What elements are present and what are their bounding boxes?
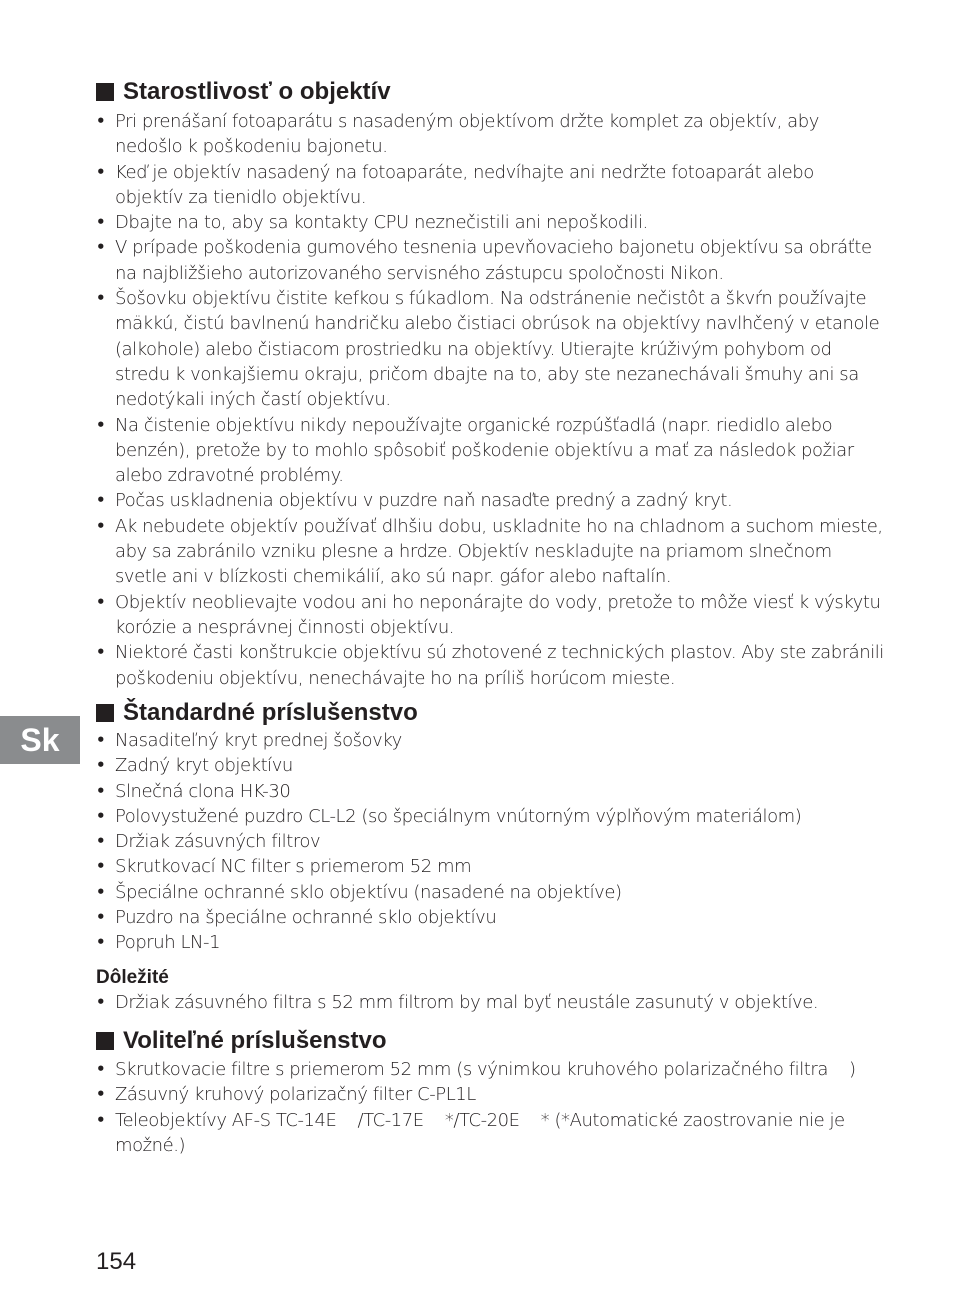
list-item: • Popruh LN-1 xyxy=(96,930,886,955)
bullet-icon: • xyxy=(96,908,106,927)
list-item: • Zadný kryt objektívu xyxy=(96,753,886,778)
square-bullet-icon xyxy=(96,704,114,722)
list-item: • Pri prenášaní fotoaparátu s nasadeným objektívom držte komplet za objektív, aby nedošlo k poškodeniu bajonetu. xyxy=(96,111,819,158)
bullet-icon: • xyxy=(96,756,106,775)
bullet-icon: • xyxy=(96,882,106,901)
care-heading xyxy=(96,78,886,106)
list-item: • Držiak zásuvného filtra s 52 mm filtrom by mal byť neustále zasunutý v objektíve. xyxy=(96,990,886,1015)
optional-section xyxy=(96,1027,886,1158)
bullet-icon: • xyxy=(96,781,106,800)
list-item: • Ak nebudete objektív používať dlhšiu dobu, uskladnite ho na chladnom a suchom mieste, aby sa zabránilo vzniku plesne a hrdze. Objektív neskladujte na priamom slnečnom svetle ani v blízkosti chemikálií, ako sú napr. gáfor alebo naftalín. xyxy=(96,515,883,588)
bullet-icon: • xyxy=(96,516,106,535)
bullet-icon: • xyxy=(96,1085,106,1104)
optional-heading xyxy=(96,1027,886,1055)
bullet-icon: • xyxy=(96,1110,106,1129)
list-item: • Puzdro na špeciálne ochranné sklo objektívu xyxy=(96,905,886,930)
care-title: Starostlivosť o objektív xyxy=(123,78,391,105)
list-item: • V prípade poškodenia gumového tesnenia upevňovacieho bajonetu objektívu sa obráťte na najbližšieho autorizovaného servisného zástupcu spoločnosti Nikon. xyxy=(96,237,872,284)
standard-title: Štandardné príslušenstvo xyxy=(123,699,418,726)
list-item: • Keď je objektív nasadený na fotoaparáte, nedvíhajte ani nedržte fotoaparát alebo objektív za tienidlo objektívu. xyxy=(96,161,814,208)
bullet-icon: • xyxy=(96,731,106,749)
bullet-icon: • xyxy=(96,1060,106,1078)
optional-title: Voliteľné príslušenstvo xyxy=(123,1027,387,1054)
bullet-icon: • xyxy=(96,162,106,181)
list-item: • Niektoré časti konštrukcie objektívu sú zhotovené z technických plastov. Aby ste zabránili poškodeniu objektívu, nenechávajte ho na príliš horúcom mieste. xyxy=(96,642,884,689)
square-bullet-icon xyxy=(96,83,114,101)
optional-list xyxy=(96,1057,886,1158)
bullet-icon: • xyxy=(96,806,106,825)
bullet-icon: • xyxy=(96,238,106,257)
bullet-icon: • xyxy=(96,857,106,876)
language-tab: Sk xyxy=(0,716,80,764)
care-section xyxy=(96,78,886,691)
bullet-icon: • xyxy=(96,832,106,851)
page-number: 154 xyxy=(96,1248,137,1275)
bullet-icon: • xyxy=(96,643,106,662)
list-item: • Nasaditeľný kryt prednej šošovky xyxy=(96,728,886,753)
bullet-icon: • xyxy=(96,933,106,952)
list-item: • Teleobjektívy AF-S TC-14E /TC-17E */TC-20E * (*Automatické zaostrovanie nie je možné.) xyxy=(96,1109,850,1156)
list-item: • Zásuvný kruhový polarizačný filter C-PL1L xyxy=(96,1082,886,1107)
list-item: • Dbajte na to, aby sa kontakty CPU neznečistili ani nepoškodili. xyxy=(96,210,886,235)
bullet-icon: • xyxy=(96,289,106,308)
standard-heading xyxy=(96,699,886,727)
important-label: Dôležité xyxy=(96,966,169,988)
list-item: • Slnečná clona HK-30 xyxy=(96,779,886,804)
bullet-icon: • xyxy=(96,415,106,434)
bullet-icon: • xyxy=(96,213,106,232)
bullet-icon: • xyxy=(96,592,106,611)
list-item: • Šošovku objektívu čistite kefkou s fúkadlom. Na odstránenie nečistôt a škvŕn používajte mäkkú, čistú bavlnenú handričku alebo čistiaci obrúsok na objektívy navlhčený v etanole (alkohole) alebo čistiacom prostriedku na objektívy. Utierajte krúživým pohybom od stredu k vonkajšiemu okraju, pričom dbajte na to, aby ste nezanechávali šmuhy ani sa nedotýkali iných častí objektívu. xyxy=(96,288,880,411)
bullet-icon: • xyxy=(96,992,106,1011)
list-item: • Na čistenie objektívu nikdy nepoužívajte organické rozpúšťadlá (napr. riedidlo alebo benzén), pretože by to mohlo spôsobiť poškodenie objektívu a mať za následok požiar alebo zdravotné problémy. xyxy=(96,414,854,487)
care-list xyxy=(96,109,886,691)
square-bullet-icon xyxy=(96,1032,114,1050)
list-item: • Skrutkovacie filtre s priemerom 52 mm (s výnimkou kruhového polarizačného filtra ) xyxy=(96,1057,886,1082)
list-item: • Skrutkovací NC filter s priemerom 52 mm xyxy=(96,854,886,879)
bullet-icon: • xyxy=(96,112,106,130)
list-item: • Špeciálne ochranné sklo objektívu (nasadené na objektíve) xyxy=(96,880,886,905)
list-item: • Polovystužené puzdro CL-L2 (so špeciálnym vnútorným výplňovým materiálom) xyxy=(96,804,886,829)
important-list xyxy=(96,990,886,1015)
list-item: • Počas uskladnenia objektívu v puzdre naň nasaďte predný a zadný kryt. xyxy=(96,488,886,513)
list-item: • Objektív neoblievajte vodou ani ho neponárajte do vody, pretože to môže viesť k výskytu korózie a nesprávnej činnosti objektívu. xyxy=(96,591,881,638)
bullet-icon: • xyxy=(96,491,106,510)
standard-section xyxy=(96,699,886,1015)
list-item: • Držiak zásuvných filtrov xyxy=(96,829,886,854)
standard-list xyxy=(96,728,886,956)
